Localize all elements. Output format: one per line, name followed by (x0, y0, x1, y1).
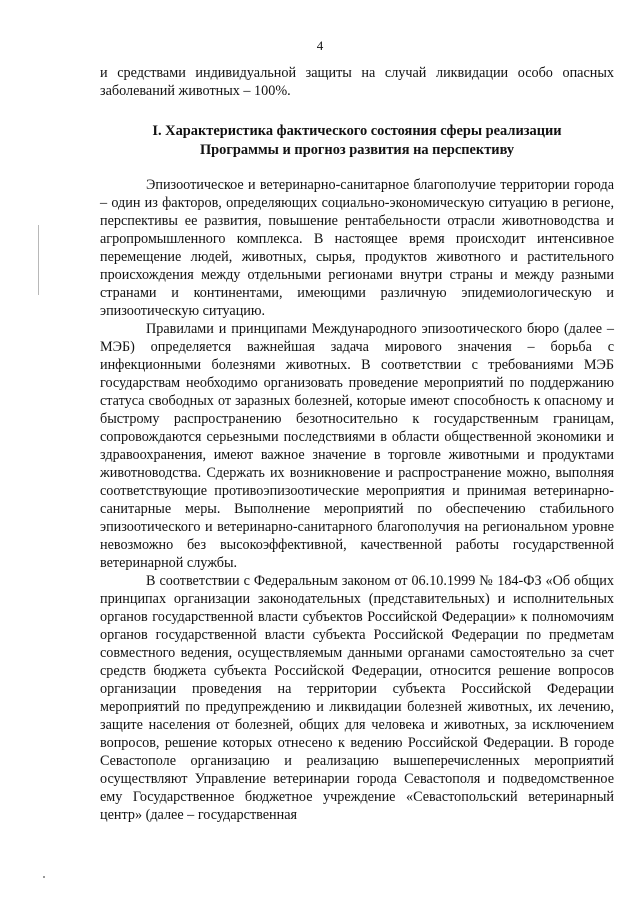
paragraph: В соответствии с Федеральным законом от 06.10.1999 № 184-ФЗ «Об общих принципах организации законодательных (представительных) и исполнительных органов государственной власти субъектов Российской Федерации» к полномочиям органов государственной власти субъекта Российской Федерации по предметам совместного ведения, осуществляемым данными органами самостоятельно за счет средств бюджета субъекта Российской Федерации, относится решение вопросов организации проведения на территории субъекта Российской Федерации мероприятий по предупреждению и ликвидации болезней животных, их лечению, защите населения от болезней, общих для человека и животных, за исключением вопросов, решение которых отнесено к ведению Российской Федерации. В городе Севастополе организацию и реализацию вышеперечисленных мероприятий осуществляют Управление ветеринарии города Севастополя и подведомственное ему Государственное бюджетное учреждение «Севастопольский ветеринарный центр» (далее – государственная (100, 573, 614, 823)
section-title-line-1: I. Характеристика фактического состояния сферы реализации (152, 123, 562, 139)
paragraph: Эпизоотическое и ветеринарно-санитарное благополучие территории города – один из факторов, определяющих социально-экономическую ситуацию в регионе, перспективы ее развития, повышение рентабельности отрасли животноводства и агропромышленного комплекса. В настоящее время происходит интенсивное перемещение людей, животных, сырья, продуктов животного и растительного происхождения между отдельными регионами внутри страны и между разными странами и континентами, имеющими различную эпидемиологическую и эпизоотическую ситуацию. (100, 177, 614, 319)
scan-dot (43, 876, 45, 878)
section-title-line-2: Программы и прогноз развития на перспективу (199, 142, 515, 158)
document-body (100, 64, 614, 824)
paragraph: Правилами и принципами Международного эпизоотического бюро (далее – МЭБ) определяется важнейшая задача мирового значения – борьба с инфекционными болезнями животных. В соответствии с требованиями МЭБ государствам необходимо организовать проведение мероприятий по поддержанию статуса свободных от заразных болезней, которые имеют способность к опасному и быстрому распространению безотносительно к государственным границам, сопровождаются серьезными последствиями в области общественной экономики и здравоохранения, имеют важное значение в торговле животными и продуктами животноводства. Сдержать их возникновение и распространение можно, выполняя соответствующие противоэпизоотические мероприятия и принимая ветеринарно-санитарные меры. Выполнение мероприятий по обеспечению стабильного эпизоотического и ветеринарно-санитарного благополучия на региональном уровне невозможно без высокоэффективной, качественной работы государственной ветеринарной службы. (100, 321, 614, 571)
page-number: 4 (316, 38, 324, 53)
section-heading (100, 122, 614, 160)
intro-paragraph: и средствами индивидуальной защиты на случай ликвидации особо опасных заболеваний животных – 100%. (100, 65, 614, 99)
margin-line (38, 225, 39, 295)
